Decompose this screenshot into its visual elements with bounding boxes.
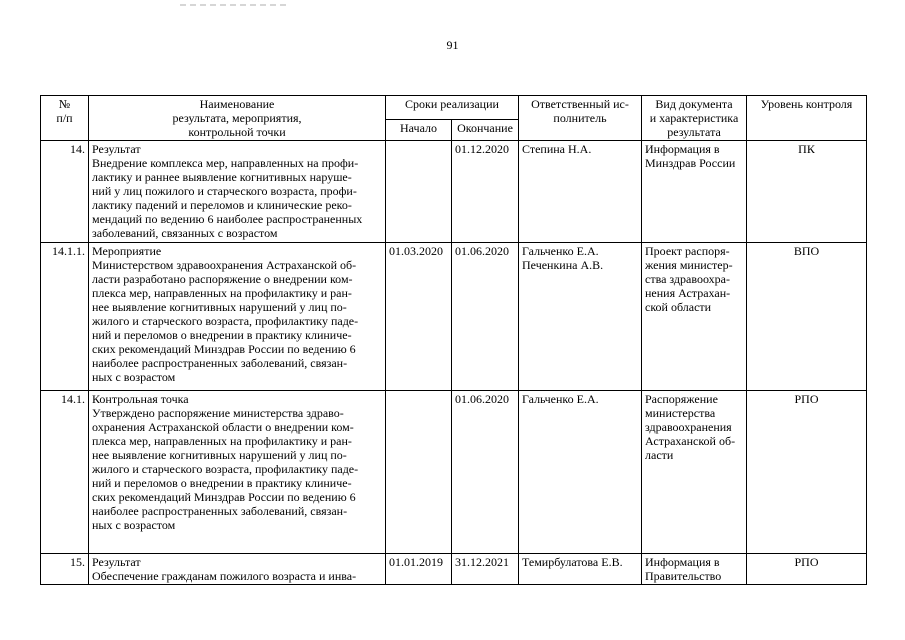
scan-artifact — [180, 4, 290, 6]
page-number: 91 — [446, 38, 459, 52]
table-row — [41, 243, 867, 391]
row-type: Результат — [92, 555, 141, 569]
header-num: № п/п — [41, 96, 89, 141]
row-control: РПО — [747, 554, 867, 585]
row-end: 01.06.2020 — [452, 391, 519, 554]
header-document: Вид документа и характеристика результата — [642, 96, 747, 141]
row-document: Распоряжение министерства здравоохранения Астраханской об- ласти — [642, 391, 747, 554]
table-row — [41, 141, 867, 243]
header-end: Окончание — [452, 120, 519, 141]
row-document: Информация в Правительство — [642, 554, 747, 585]
row-name-cell — [89, 554, 386, 585]
row-text: Утверждено распоряжение министерства здраво- охранения Астраханской области о внедрении ком- плекса мер, направленных на профилактику и ран- нее выявление когнитивных нарушений у лиц по- жилого и старческого возраста, профилактику паде- ний и переломов о внедрении в практику клиниче- ских рекомендаций Минздрав России по ведению 6 наиболее распространенных заболеваний, связан- ных с возрастом — [92, 406, 359, 532]
row-end: 01.12.2020 — [452, 141, 519, 243]
row-type: Мероприятие — [92, 244, 162, 258]
implementation-plan-table — [40, 95, 867, 585]
row-control: ВПО — [747, 243, 867, 391]
row-text: Обеспечение гражданам пожилого возраста и инва- — [92, 569, 357, 583]
row-end: 01.06.2020 — [452, 243, 519, 391]
row-responsible: Степина Н.А. — [519, 141, 642, 243]
row-document: Проект распоря- жения министер- ства здравоохра- нения Астрахан- ской области — [642, 243, 747, 391]
row-start — [386, 141, 452, 243]
row-num: 15. — [41, 554, 89, 585]
row-control: РПО — [747, 391, 867, 554]
row-control: ПК — [747, 141, 867, 243]
row-text: Министерством здравоохранения Астраханской об- ласти разработано распоряжение о внедрении ком- плекса мер, направленных на профилактику и ран- нее выявление когнитивных нарушений у лиц по- жилого и старческого возраста, профилактику паде- ний и переломов о внедрении в практику клиниче- ских рекомендаций Минздрав России по ведению 6 наиболее распространенных заболеваний, связан- ных с возрастом — [92, 258, 359, 384]
header-row — [41, 96, 867, 120]
row-start: 01.03.2020 — [386, 243, 452, 391]
row-num: 14.1.1. — [41, 243, 89, 391]
row-document: Информация в Минздрав России — [642, 141, 747, 243]
row-name-cell — [89, 243, 386, 391]
row-responsible: Гальченко Е.А. Печенкина А.В. — [519, 243, 642, 391]
row-responsible: Темирбулатова Е.В. — [519, 554, 642, 585]
header-responsible: Ответственный ис- полнитель — [519, 96, 642, 141]
row-end: 31.12.2021 — [452, 554, 519, 585]
row-num: 14.1. — [41, 391, 89, 554]
row-type: Контрольная точка — [92, 392, 189, 406]
header-start: Начало — [386, 120, 452, 141]
row-start — [386, 391, 452, 554]
header-period: Сроки реализации — [386, 96, 519, 120]
header-name: Наименование результата, мероприятия, контрольной точки — [89, 96, 386, 141]
table-row — [41, 391, 867, 554]
row-responsible: Гальченко Е.А. — [519, 391, 642, 554]
row-type: Результат — [92, 142, 141, 156]
row-name-cell — [89, 391, 386, 554]
table-row — [41, 554, 867, 585]
row-text: Внедрение комплекса мер, направленных на профи- лактику и раннее выявление когнитивных наруше- ний у лиц пожилого и старческого возраста, профи- лактику падений и переломов и клинические реко- мендаций по ведению 6 наиболее распространенных заболеваний, связанных с возрастом — [92, 156, 363, 240]
row-name-cell — [89, 141, 386, 243]
header-control: Уровень контроля — [747, 96, 867, 141]
row-start: 01.01.2019 — [386, 554, 452, 585]
row-num: 14. — [41, 141, 89, 243]
